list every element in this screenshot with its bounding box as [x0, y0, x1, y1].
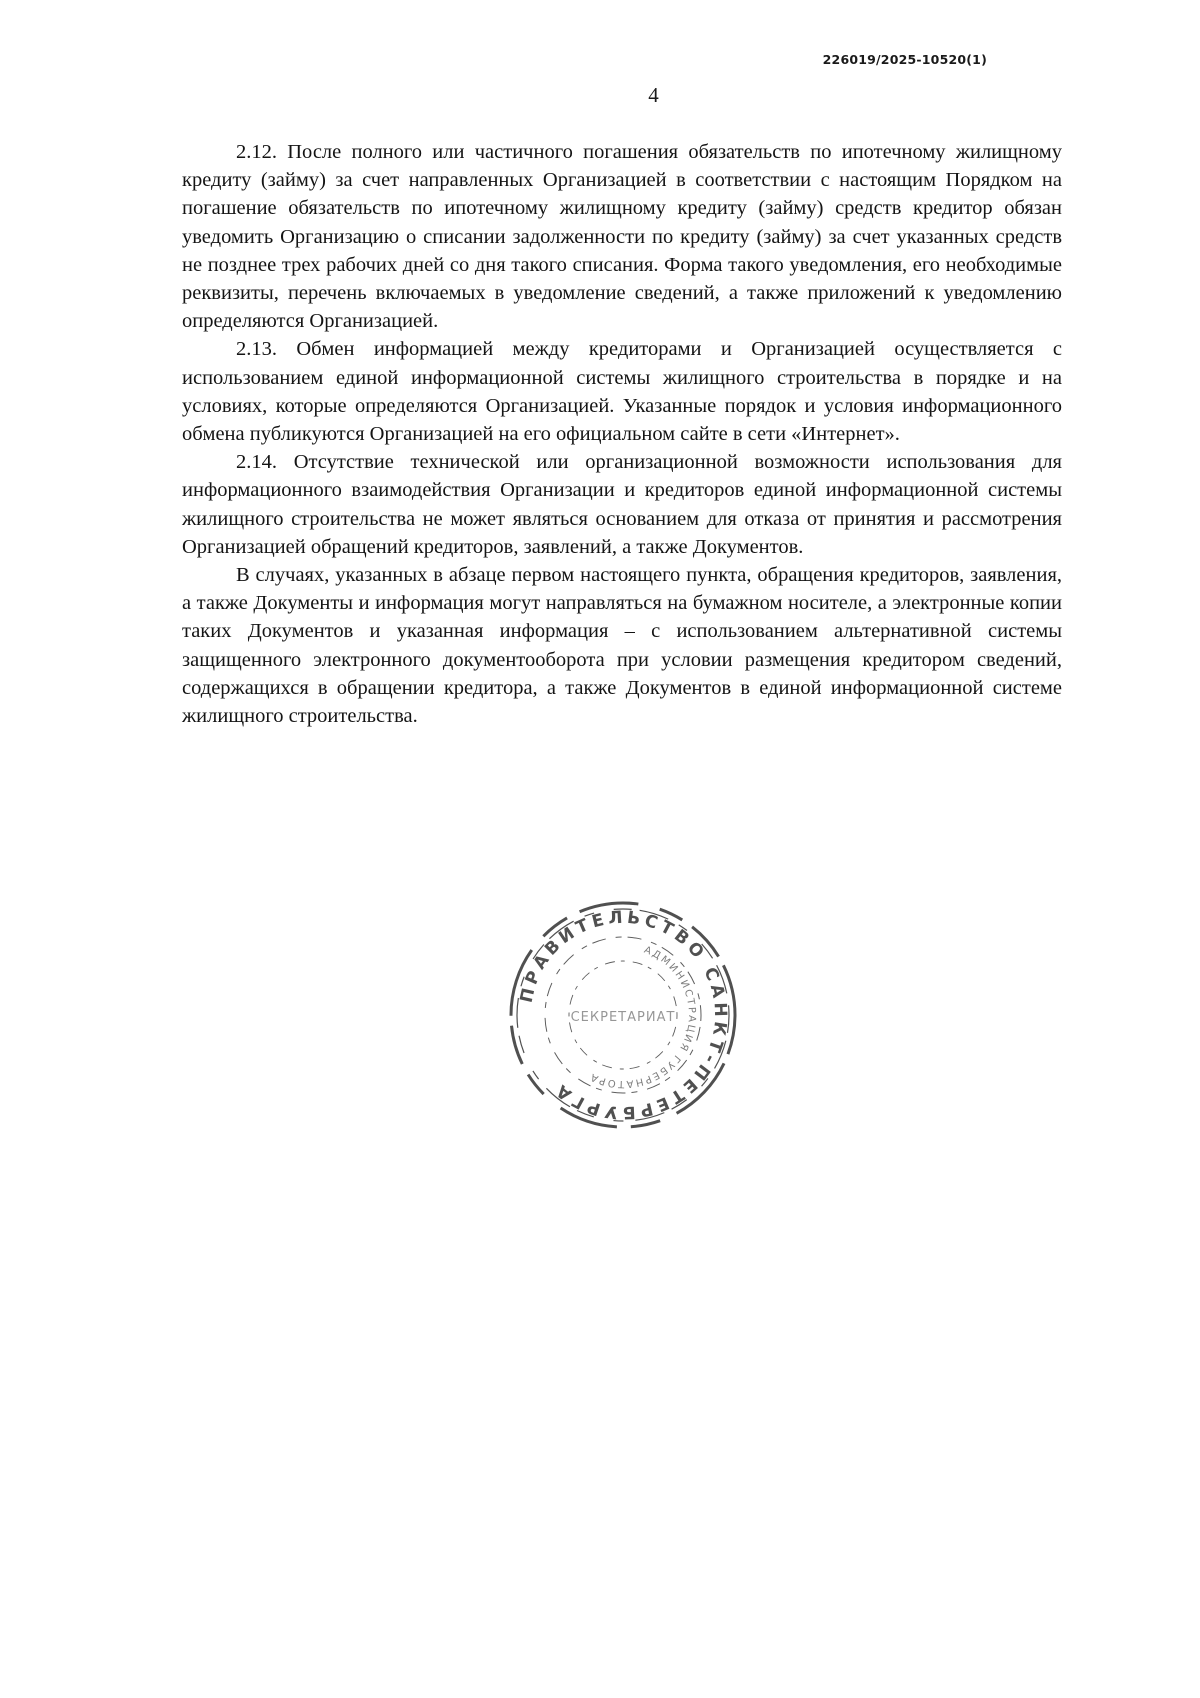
paragraph-2-14-second: В случаях, указанных в абзаце первом настоящего пункта, обращения кредиторов, заявления, а также Документы и информация могут направляться на бумажном носителе, а электронные копии таких Документов и указанная информация – с использованием альтернативной системы защищенного электронного документооборота при условии размещения кредитором сведений, содержащихся в обращении кредитора, а также Документов в единой информационной системе жилищного строительства.: [182, 564, 1062, 728]
seal-center-text: СЕКРЕТАРИАТ: [570, 1010, 676, 1025]
official-seal-stamp: [498, 890, 748, 1140]
document-registration-number: 226019/2025-10520(1): [822, 52, 987, 67]
document-body: [182, 138, 1062, 730]
paragraph-2-14: 2.14. Отсутствие технической или организационной возможности использования для информационного взаимодействия Организации и кредиторов единой информационной системы жилищного строительства не может являться основанием для отказа от принятия и рассмотрения Организацией обращений кредиторов, заявлений, а также Документов.: [182, 451, 1062, 558]
seal-inner-text: АДМИНИСТРАЦИЯ ГУБЕРНАТОРА: [587, 944, 698, 1090]
page-number: 4: [648, 83, 659, 107]
paragraph-2-12: 2.12. После полного или частичного погашения обязательств по ипотечному жилищному кредиту (займу) за счет направленных Организацией в соответствии с настоящим Порядком на погашение обязательств по ипотечному жилищному кредиту (займу) средств кредитор обязан уведомить Организацию о списании задолженности по кредиту (займу) за счет указанных средств не позднее трех рабочих дней со дня такого списания. Форма такого уведомления, его необходимые реквизиты, перечень включаемых в уведомление сведений, а также приложений к уведомлению определяются Организацией.: [182, 141, 1062, 333]
seal-outer-text: ПРАВИТЕЛЬСТВО САНКТ-ПЕТЕРБУРГА: [516, 907, 731, 1123]
paragraph-2-13: 2.13. Обмен информацией между кредиторами и Организацией осуществляется с использованием единой информационной системы жилищного строительства в порядке и на условиях, которые определяются Организацией. Указанные порядок и условия информационного обмена публикуются Организацией на его официальном сайте в сети «Интернет».: [182, 338, 1062, 446]
seal-icon: [498, 890, 748, 1140]
